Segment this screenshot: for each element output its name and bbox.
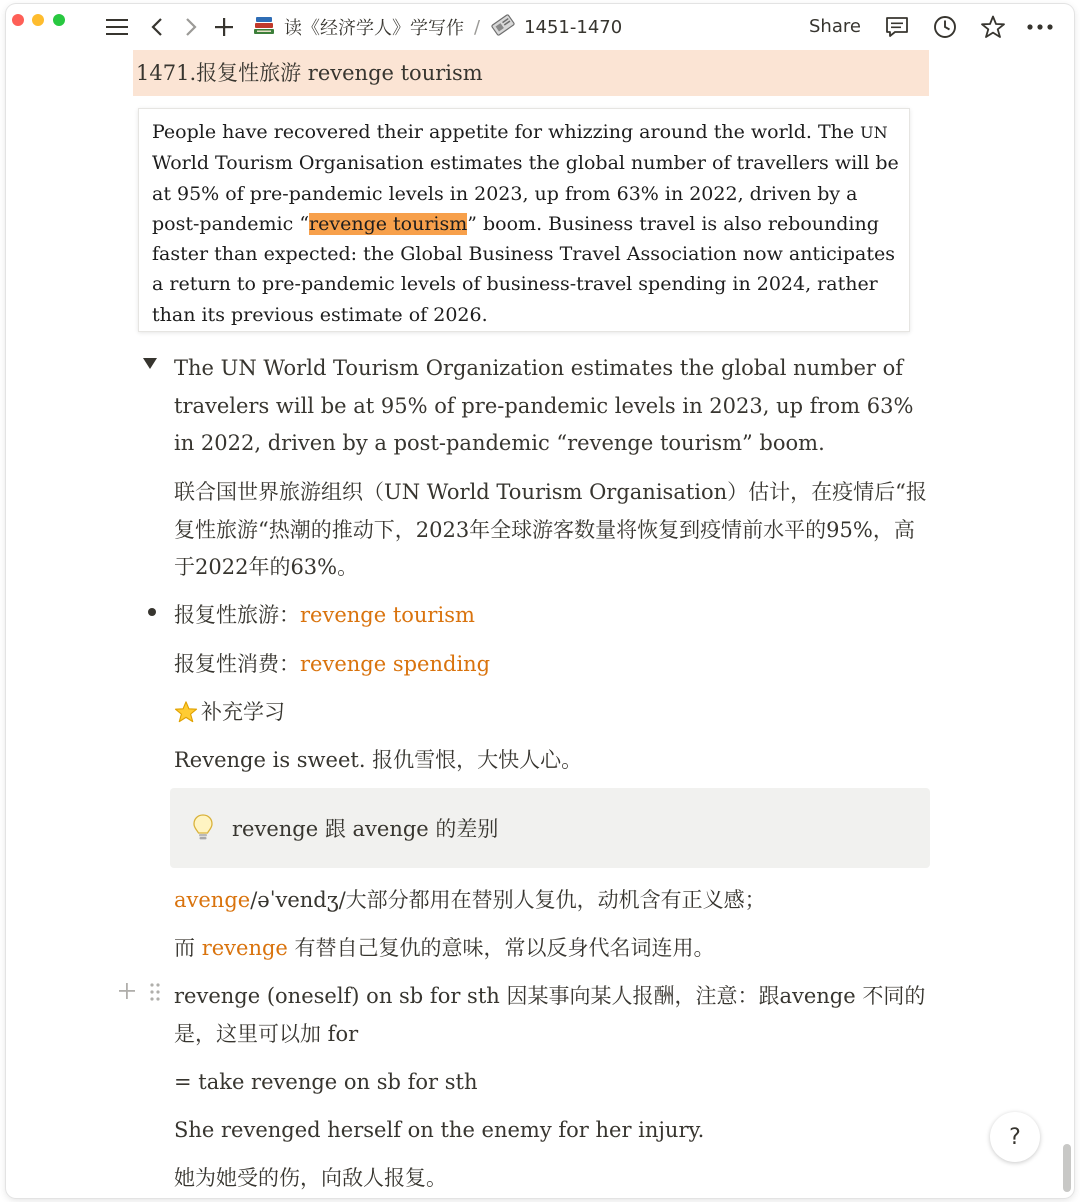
vocab-en: revenge tourism — [300, 603, 475, 627]
revenge-prefix: 而 — [174, 936, 202, 960]
quote-card[interactable] — [138, 108, 910, 332]
app-window — [6, 4, 1074, 1198]
usage-text[interactable]: revenge (oneself) on sb for sth 因某事向某人报酬，注意：跟avenge 不同的是，这里可以加 for — [174, 984, 926, 1046]
idiom-text[interactable]: Revenge is sweet. 报仇雪恨，大快人心。 — [174, 748, 583, 772]
bullet-dot — [148, 608, 156, 616]
avenge-desc: /əˈvendʒ/大部分都用在替别人复仇，动机含有正义感； — [250, 888, 766, 912]
toggle-chinese-text[interactable]: 联合国世界旅游组织（UN World Tourism Organisation）估计，在疫情后“报复性旅游“热潮的推动下，2023年全球游客数量将恢复到疫情前水平的95%，高于2022年的63%。 — [174, 480, 927, 579]
callout-text: revenge 跟 avenge 的差别 — [232, 817, 499, 841]
scrollbar[interactable] — [1060, 50, 1074, 1198]
vocab-zh: 报复性消费： — [174, 652, 300, 676]
share-button[interactable]: Share — [809, 16, 861, 37]
supplement-label: 补充学习 — [201, 700, 285, 724]
scrollbar-thumb[interactable] — [1063, 1144, 1071, 1192]
revenge-word: revenge — [201, 936, 288, 960]
example-chinese[interactable]: 她为她受的伤，向敌人报复。 — [174, 1166, 447, 1190]
quote-text-start: People have recovered their appetite for whizzing around the world. The — [152, 121, 861, 143]
callout-block[interactable] — [170, 788, 930, 868]
quote-highlight: revenge tourism — [309, 212, 468, 235]
drag-handle-icon[interactable] — [149, 982, 161, 1002]
star-emoji-icon — [174, 700, 198, 724]
toggle-english-text[interactable]: The UN World Tourism Organization estimates the global number of travelers will be at 95% of pre-pandemic levels in 2023, up from 63% in 2022, driven by a post-pandemic “revenge tourism” boom. — [174, 356, 914, 455]
quote-text-middle: World Tourism Organisation estimates the global number of travellers will be at 95% of pre-pandemic levels in 2023, up from 63% in 2022, driven by a post-pandemic “ — [152, 152, 899, 235]
avenge-definition[interactable] — [174, 884, 766, 916]
breadcrumb-label-page: 1451-1470 — [524, 16, 623, 38]
revenge-definition[interactable] — [174, 932, 715, 964]
page-content — [6, 4, 1074, 1198]
vocab-zh: 报复性旅游： — [174, 603, 300, 627]
help-button[interactable]: ? — [990, 1112, 1040, 1162]
add-block-icon[interactable] — [118, 982, 136, 1000]
example-english[interactable]: She revenged herself on the enemy for her injury. — [174, 1118, 705, 1142]
quote-abbr: UN — [860, 123, 888, 142]
equivalent-text[interactable]: = take revenge on sb for sth — [174, 1070, 478, 1094]
revenge-desc: 有替自己复仇的意味，常以反身代名词连用。 — [287, 936, 715, 960]
breadcrumb-separator: / — [474, 16, 481, 38]
supplement-row[interactable] — [174, 696, 285, 728]
toggle-triangle-icon[interactable] — [141, 354, 159, 372]
vocab-row-tourism[interactable] — [174, 599, 475, 631]
page-heading[interactable]: 1471.报复性旅游 revenge tourism — [133, 50, 929, 96]
lightbulb-icon — [192, 813, 214, 843]
quote-text-end: ” boom. Business travel is also rebounding faster than expected: the Global Business Travel Association now anticipates a return to pre-pandemic levels of business-travel spending in 2024, rather than its previous estimate of 2026. — [152, 212, 895, 326]
vocab-en: revenge spending — [300, 652, 491, 676]
vocab-row-spending[interactable] — [174, 648, 490, 680]
breadcrumb-label-notebook: 读《经济学人》学写作 — [284, 18, 464, 39]
avenge-word: avenge — [174, 888, 251, 912]
